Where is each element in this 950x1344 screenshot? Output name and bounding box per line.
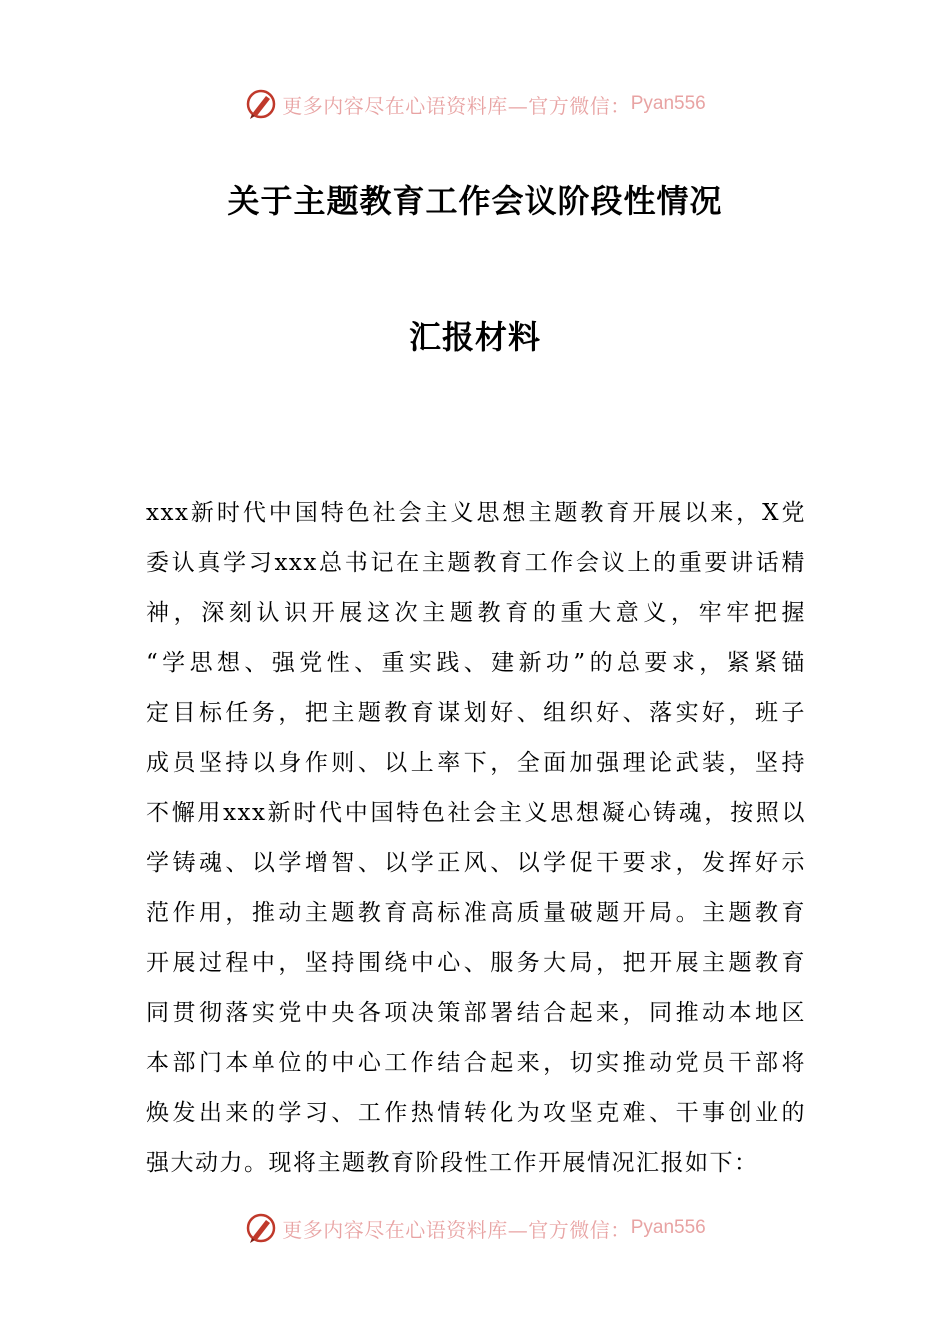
footer-watermark	[0, 1208, 950, 1248]
body-line: 学铸魂、以学增智、以学正风、以学促干要求，发挥好示	[146, 850, 806, 876]
watermark-text: 更多内容尽在心语资料库—官方微信：	[282, 93, 631, 118]
body-line: xxx新时代中国特色社会主义思想主题教育开展以来，X党	[146, 500, 806, 526]
body-line: 定目标任务，把主题教育谋划好、组织好、落实好，班子	[146, 700, 806, 726]
body-line: 同贯彻落实党中央各项决策部署结合起来，同推动本地区	[146, 1000, 806, 1026]
header-watermark	[0, 84, 950, 124]
body-line: 委认真学习xxx总书记在主题教育工作会议上的重要讲话精	[146, 550, 806, 576]
pen-logo-icon	[244, 1211, 278, 1245]
body-line: 成员坚持以身作则、以上率下，全面加强理论武装，坚持	[146, 750, 806, 776]
body-line: 强大动力。现将主题教育阶段性工作开展情况汇报如下：	[146, 1150, 759, 1176]
body-line: 开展过程中，坚持围绕中心、服务大局，把开展主题教育	[146, 950, 806, 976]
body-line: 焕发出来的学习、工作热情转化为攻坚克难、干事创业的	[146, 1100, 806, 1126]
body-line: 神，深刻认识开展这次主题教育的重大意义，牢牢把握	[146, 600, 806, 626]
watermark-wechat-id: Pyan556	[630, 1217, 706, 1238]
body-line: “学思想、强党性、重实践、建新功”的总要求，紧紧锚	[146, 650, 806, 676]
watermark-text: 更多内容尽在心语资料库—官方微信：	[282, 1217, 631, 1242]
body-line: 不懈用xxx新时代中国特色社会主义思想凝心铸魂，按照以	[146, 800, 806, 826]
body-line: 范作用，推动主题教育高标准高质量破题开局。主题教育	[146, 900, 806, 926]
document-title-line-1: 关于主题教育工作会议阶段性情况	[227, 182, 723, 220]
document-title-line-2: 汇报材料	[408, 318, 541, 356]
pen-logo-icon	[244, 87, 278, 121]
body-line: 本部门本单位的中心工作结合起来，切实推动党员干部将	[146, 1050, 806, 1076]
body-paragraph	[146, 488, 806, 1188]
watermark-wechat-id: Pyan556	[630, 93, 706, 114]
